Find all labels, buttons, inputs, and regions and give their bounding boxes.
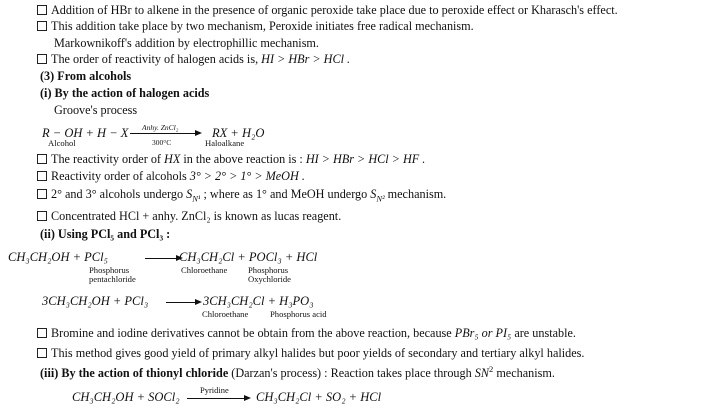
eq2-arrow	[145, 253, 183, 263]
eq1-arrow	[130, 128, 202, 138]
hx-formula: HX	[164, 152, 181, 166]
eq4-products: CH₃CH₂Cl + SO₂ + HCl	[256, 390, 382, 404]
sn1-subscript: N¹	[192, 193, 201, 204]
eq4-reactants: CH₃CH₂OH + SOCl₂	[72, 390, 180, 404]
bullet-text-end: mechanism.	[387, 187, 447, 201]
sn2-subscript: N²	[376, 193, 385, 204]
eq2-products: CH₃CH₂Cl + POCl₃ + HCl	[179, 250, 318, 264]
eq2-label-pcl5-line2: pentachloride	[89, 274, 136, 284]
section-text-end: mechanism.	[496, 366, 555, 380]
eq1-products: RX + H₂O	[212, 126, 265, 140]
checkbox-bullet-icon	[37, 54, 47, 64]
bullet-text: Addition of HBr to alkene in the presence of organic peroxide take place due to peroxide effect or Kharasch's effect.	[51, 3, 618, 17]
bullet-text: This method gives good yield of primary alkyl halides but poor yields of secondary and tertiary alkyl halides.	[51, 346, 585, 360]
sn2-symbol: S	[370, 187, 377, 201]
eq2-label-pocl3-line1: Phosphorus	[248, 265, 289, 275]
checkbox-bullet-icon	[37, 348, 47, 358]
alcohol-order-formula: 3° > 2° > 1° > MeOH .	[189, 169, 305, 183]
eq1-label-alcohol: Alcohol	[48, 138, 76, 148]
checkbox-bullet-icon	[37, 154, 47, 164]
eq3-label-acid: Phosphorus acid	[270, 309, 327, 319]
bullet-text: The order of reactivity of halogen acids is,	[51, 52, 259, 66]
section-thionyl-chloride	[40, 363, 555, 381]
grooves-process-label: Groove's process	[54, 103, 138, 117]
bullet-alcohol-order	[37, 169, 305, 184]
checkbox-bullet-icon	[37, 328, 47, 338]
bullet-text: 2° and 3° alcohols undergo	[51, 187, 184, 201]
eq2-reactants: CH₃CH₂OH + PCl₅	[8, 250, 108, 264]
bullet-sn-mechanism	[37, 187, 446, 202]
eq3-products: 3CH₃CH₂Cl + H₃PO₃	[203, 294, 314, 308]
eq2-label-pcl5-line1: Phosphorus	[89, 265, 130, 275]
bullet-bromine-iodine	[37, 326, 576, 341]
bullet-text: Bromine and iodine derivatives cannot be obtain from the above reaction, because	[51, 326, 452, 340]
eq3-arrow	[166, 297, 202, 307]
sn-symbol: SN	[474, 366, 489, 380]
sn1-symbol: S	[186, 187, 193, 201]
checkbox-bullet-icon	[37, 171, 47, 181]
bullet-text-end: are unstable.	[514, 326, 576, 340]
bullet-text: Concentrated HCl + anhy. ZnCl₂ is known as lucas reagent.	[51, 209, 342, 223]
eq4-arrow	[187, 393, 251, 403]
bullet-text: Reactivity order of alcohols	[51, 169, 187, 183]
checkbox-bullet-icon	[37, 5, 47, 15]
sn-superscript: 2	[489, 363, 494, 374]
bullet-yield	[37, 346, 584, 361]
hx-order: HI > HBr > HCl > HF .	[305, 152, 426, 166]
eq4-catalyst: Pyridine	[200, 385, 229, 395]
eq1-temperature: 300°C	[152, 138, 172, 147]
bullet-reactivity-hx	[37, 152, 425, 167]
checkbox-bullet-icon	[37, 21, 47, 31]
bullet-text-mid: in the above reaction is :	[183, 152, 303, 166]
section-heading: (iii) By the action of thionyl chloride	[40, 366, 229, 380]
eq2-label-pocl3-line2: Oxychloride	[248, 274, 291, 284]
bullet-halogen-acid-order	[37, 52, 350, 67]
section-text: (Darzan's process) : Reaction takes place through	[231, 366, 472, 380]
eq1-catalyst: Anhy. ZnCl₂	[142, 123, 179, 132]
checkbox-bullet-icon	[37, 211, 47, 221]
section-from-alcohols: (3) From alcohols	[40, 69, 132, 83]
bullet-two-mechanism	[37, 19, 474, 34]
bullet-peroxide-effect	[37, 3, 618, 18]
eq1-label-haloalkane: Haloalkane	[205, 138, 245, 148]
order-formula: HI > HBr > HCl .	[261, 52, 351, 66]
bullet-continuation: Markownikoff's addition by electrophillic mechanism.	[54, 36, 319, 50]
section-pcl5-pcl3: (ii) Using PCl₅ and PCl₃ :	[40, 227, 171, 241]
eq3-label-chloroethane: Chloroethane	[202, 309, 249, 319]
eq2-label-chloroethane: Chloroethane	[181, 265, 228, 275]
bullet-text-mid: ; where as 1° and MeOH undergo	[203, 187, 368, 201]
bullet-text: This addition take place by two mechanism, Peroxide initiates free radical mechanism.	[51, 19, 474, 33]
bullet-lucas-reagent	[37, 209, 341, 224]
unstable-halides: PBr₅ or PI₅	[454, 326, 512, 340]
bullet-text: The reactivity order of	[51, 152, 161, 166]
section-halogen-acids: (i) By the action of halogen acids	[40, 86, 210, 100]
eq1-reactants: R − OH + H − X	[42, 126, 129, 140]
eq3-reactants: 3CH₃CH₂OH + PCl₃	[42, 294, 149, 308]
checkbox-bullet-icon	[37, 189, 47, 199]
